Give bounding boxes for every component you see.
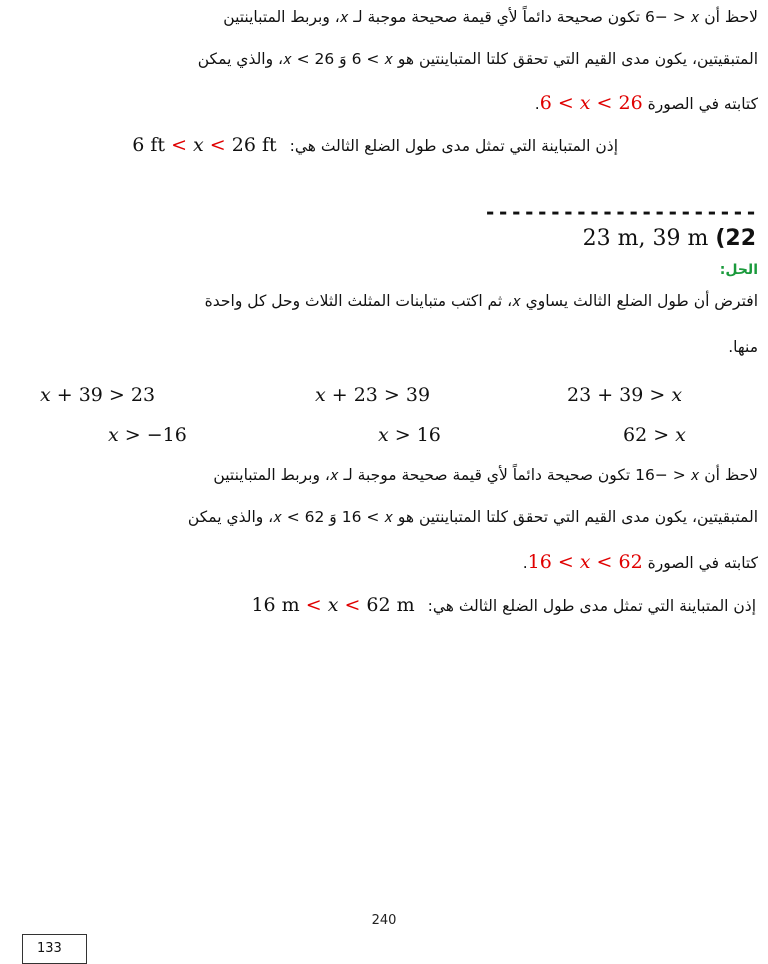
conclusion-text: إذن المتباينة التي تمثل مدى طول الضلع الثالث هي: xyxy=(289,137,618,155)
paragraph-text: كتابته في الصورة xyxy=(647,554,758,572)
question-values: 23 m, 39 m xyxy=(582,226,709,251)
question-header xyxy=(583,226,756,251)
paragraph-line: كتابته في الصورة 16 < 𝑥 < 62. xyxy=(522,551,758,573)
paragraph-line: افترض أن طول الضلع الثالث يساوي 𝑥، ثم اكتب متباينات المثلث الثلاث وحل كل واحدة xyxy=(204,292,758,310)
inequality: 𝑥 > −16 xyxy=(108,424,187,446)
paragraph-line: لاحظ أن ‎6− > 𝑥‎ تكون صحيحة دائماً لأي قيمة صحيحة موجبة لـ 𝑥، وبربط المتباينتين xyxy=(223,8,758,26)
page-box-number: 133 xyxy=(22,934,87,964)
paragraph-text: كتابته في الصورة xyxy=(647,95,758,113)
paragraph-line: لاحظ أن ‎16− > 𝑥‎ تكون صحيحة دائماً لأي قيمة صحيحة موجبة لـ 𝑥، وبربط المتباينتين xyxy=(213,466,758,484)
paragraph-line: المتبقيتين، يكون مدى القيم التي تحقق كلتا المتباينتين هو ‎6 < 𝑥‎ وَ ‎𝑥 < 26‎، والذي يمكن xyxy=(197,50,758,68)
paragraph-line: كتابته في الصورة 6 < 𝑥 < 26. xyxy=(534,92,758,114)
inequality: 23 + 39 > 𝑥 xyxy=(567,384,683,406)
conclusion-line xyxy=(132,134,618,156)
inequality: 𝑥 + 39 > 23 xyxy=(40,384,156,406)
inequality: 𝑥 > 16 xyxy=(378,424,441,446)
inequality-result: 16 < 𝑥 < 62 xyxy=(527,551,643,573)
conclusion-math: 16 m < 𝑥 < 62 m xyxy=(251,594,415,616)
inequality-result: 6 < 𝑥 < 26 xyxy=(539,92,643,114)
separator: --------------------- xyxy=(484,200,758,224)
solution-label: الحل: xyxy=(719,262,758,278)
inequality: 𝑥 + 23 > 39 xyxy=(315,384,431,406)
conclusion-math: 6 ft < 𝑥 < 26 ft xyxy=(132,134,277,156)
conclusion-line xyxy=(251,594,756,616)
conclusion-text: إذن المتباينة التي تمثل مدى طول الضلع الثالث هي: xyxy=(427,597,756,615)
paragraph-line: المتبقيتين، يكون مدى القيم التي تحقق كلتا المتباينتين هو ‎16 < 𝑥‎ وَ ‎𝑥 < 62‎، والذي يمكن xyxy=(187,508,758,526)
inequality: 62 > 𝑥 xyxy=(623,424,686,446)
question-number: (22 xyxy=(715,226,756,251)
page-number: 240 xyxy=(371,913,397,928)
paragraph-line: منها. xyxy=(728,338,758,356)
